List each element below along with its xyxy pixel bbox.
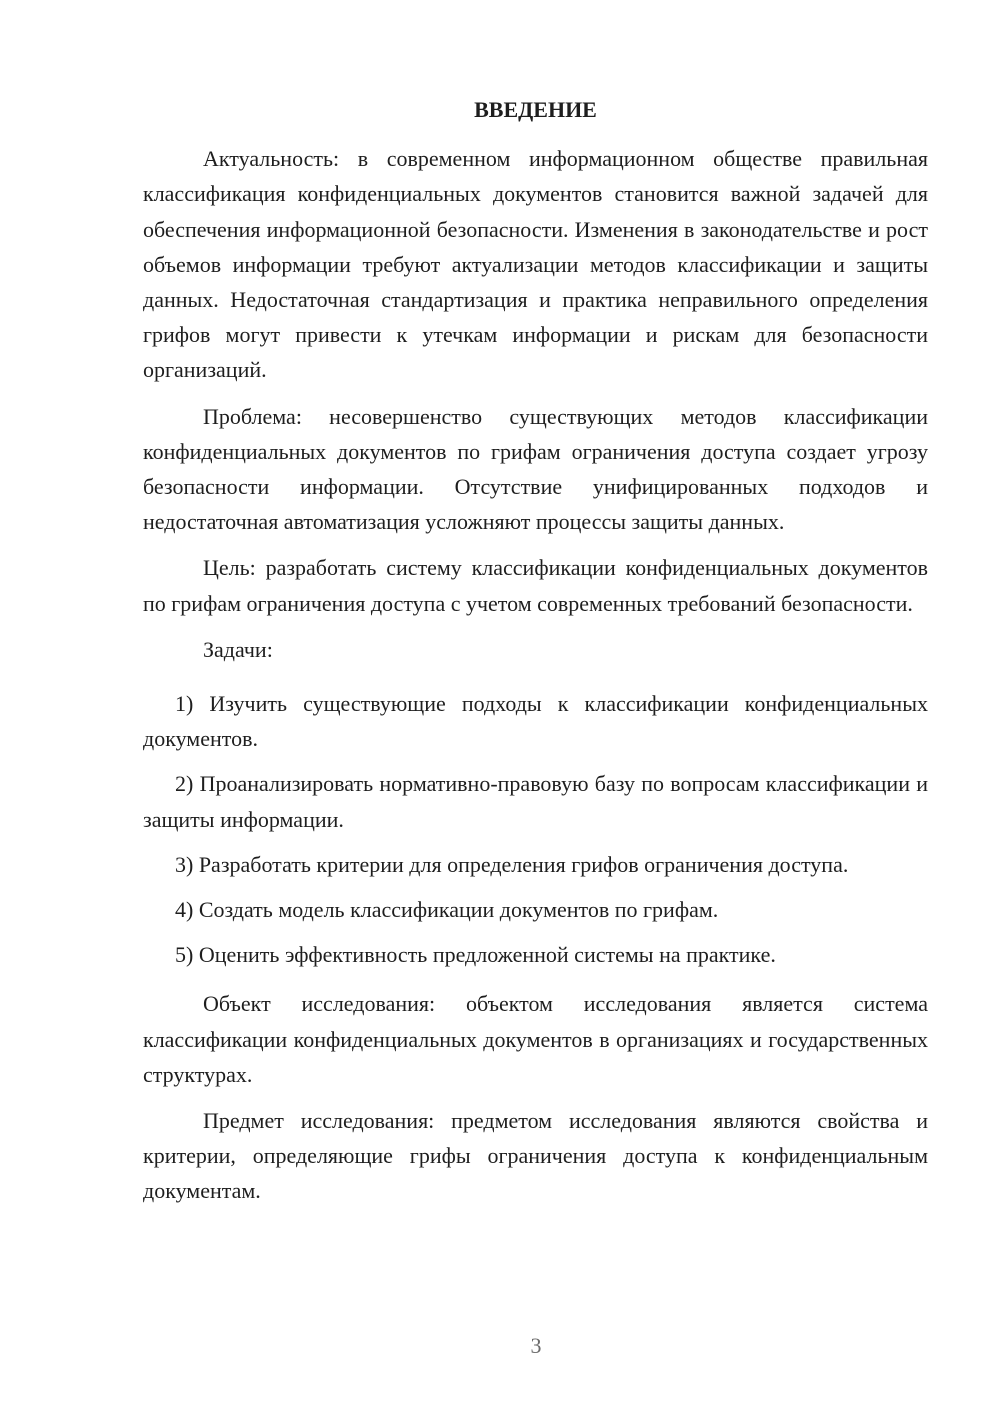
task-item: 5) Оценить эффективность предложенной системы на практике. — [175, 942, 776, 968]
subject-paragraph: Предмет исследования: предметом исследования являются свойства и критерии, определяющие грифы ограничения доступа к конфиденциальным документам. — [143, 1108, 928, 1204]
relevance-paragraph: Актуальность: в современном информационном обществе правильная классификация конфиденциальных документов становится важной задачей для обеспечения информационной безопасности. Изменения в законодательстве и рост объемов информации требуют актуализации методов классификации и защиты данных. Недостаточная стандартизация и практика неправильного определения грифов могут привести к утечкам информации и рискам для безопасности организаций. — [143, 146, 928, 383]
problem-paragraph: Проблема: несовершенство существующих методов классификации конфиденциальных документов по грифам ограничения доступа создает угрозу безопасности информации. Отсутствие унифицированных подходов и недостаточная автоматизация усложняют процессы защиты данных. — [143, 403, 928, 535]
tasks-list — [143, 686, 928, 972]
task-item: 1) Изучить существующие подходы к классификации конфиденциальных документов. — [143, 691, 928, 752]
page-number: 3 — [530, 1333, 542, 1358]
tasks-label: Задачи: — [203, 636, 273, 662]
task-item: 4) Создать модель классификации документов по грифам. — [175, 897, 719, 923]
task-item: 3) Разработать критерии для определения грифов ограничения доступа. — [175, 851, 849, 877]
task-item: 2) Проанализировать нормативно-правовую базу по вопросам классификации и защиты информации. — [143, 771, 928, 832]
page-title: ВВЕДЕНИЕ — [474, 97, 597, 122]
object-paragraph: Объект исследования: объектом исследования является система классификации конфиденциальных документов в организациях и государственных структурах. — [143, 991, 928, 1087]
page-content — [143, 92, 928, 1220]
goal-paragraph: Цель: разработать систему классификации конфиденциальных документов по грифам ограничения доступа с учетом современных требований безопасности. — [143, 555, 928, 616]
